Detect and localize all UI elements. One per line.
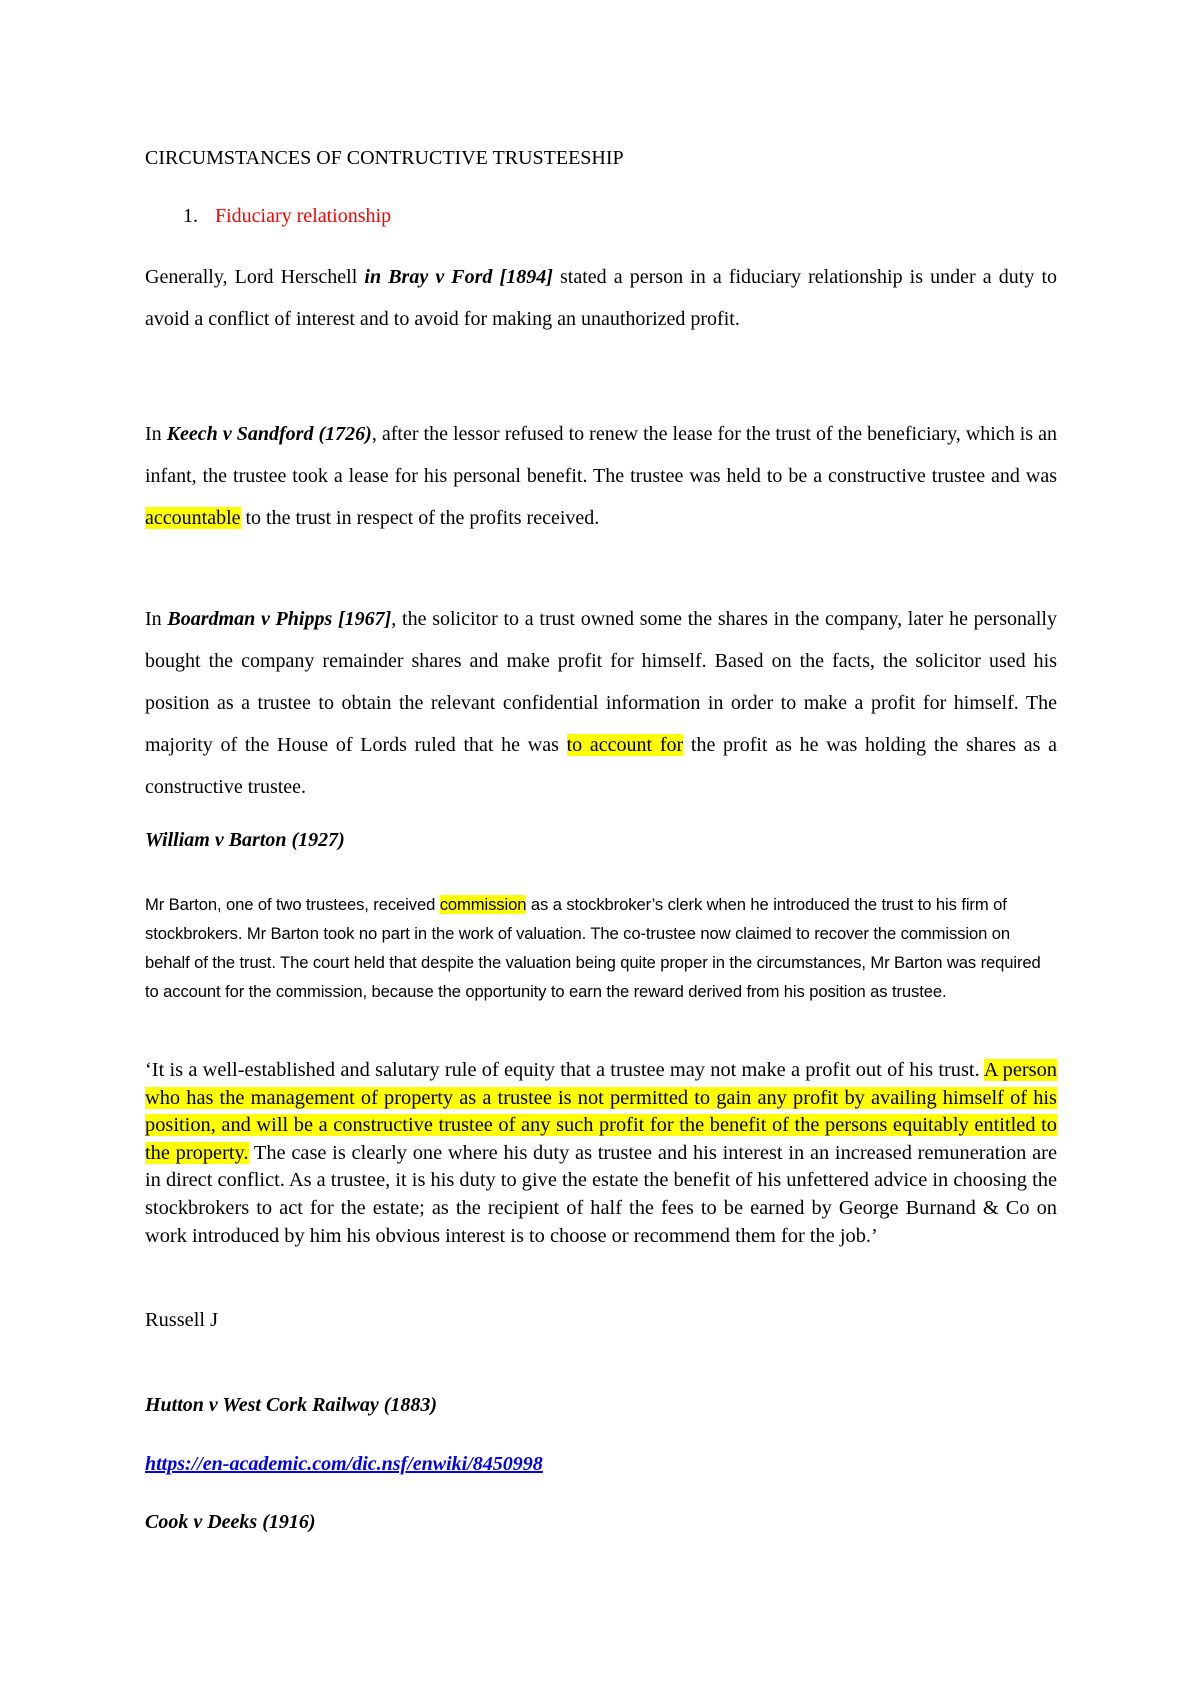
case-citation: Boardman v Phipps [1967]: [167, 608, 392, 630]
paragraph-text: as a stockbroker’s clerk when he introduced the trust to his firm of stockbrokers. Mr Barton took no part in the work of valuation. The co-trustee now claimed to recover the commission on behalf of the trust. The court held that despite the valuation being quite proper in the circumstances, Mr Barton was required to account for the commission, because the opportunity to earn the reward derived from his position as trustee.: [145, 895, 1041, 1001]
list-number: 1.: [183, 205, 198, 227]
paragraph-text: Generally, Lord Herschell: [145, 266, 365, 288]
case-heading-cook-v-deeks: Cook v Deeks (1916): [145, 1511, 316, 1533]
quote-text: The case is clearly one where his duty as trustee and his interest in an increased remuneration are in direct conflict. As a trustee, it is his duty to give the estate the benefit of his unfettered advice in choosing the stockbrokers to act for the estate; as the recipient of half the fees to be earned by George Burnand & Co on work introduced by him his obvious interest is to choose or recommend them for the job.’: [145, 1141, 1057, 1247]
quote-text: ‘It is a well-established and salutary rule of equity that a trustee may not make a profit out of his trust.: [145, 1059, 984, 1081]
case-heading-william-v-barton: William v Barton (1927): [145, 829, 345, 851]
numbered-list-item: [145, 204, 1057, 228]
paragraph-text: , the solicitor to a trust owned some the shares in the company, later he personally bought the company remainder shares and make profit for himself. Based on the facts, the solicitor used his position as a trustee to obtain the relevant confidential information in order to make a profit for himself. The majority of the House of Lords ruled that he was: [145, 608, 1057, 756]
judicial-quote: [145, 1057, 1057, 1250]
case-heading-hutton-v-west-cork: Hutton v West Cork Railway (1883): [145, 1394, 438, 1416]
highlighted-text: A person who has the management of property as a trustee is not permitted to gain any profit by availing himself of his position, and will be a constructive trustee of any such profit for the benefit of the persons equitably entitled to the property.: [145, 1059, 1057, 1164]
paragraph-text: to the trust in respect of the profits received.: [240, 507, 600, 529]
paragraph-william-v-barton: [145, 890, 1057, 1006]
reference-link[interactable]: https://en-academic.com/dic.nsf/enwiki/8450998: [145, 1453, 543, 1475]
paragraph-text: , after the lessor refused to renew the lease for the trust of the beneficiary, which is an infant, the trustee took a lease for his personal benefit. The trustee was held to be a constructive trustee and was: [145, 423, 1057, 487]
case-citation: in Bray v Ford [1894]: [364, 266, 553, 288]
quote-attribution: Russell J: [145, 1309, 219, 1331]
page-title: CIRCUMSTANCES OF CONTRUCTIVE TRUSTEESHIP: [145, 147, 624, 169]
paragraph-text: In: [145, 608, 168, 630]
highlighted-text: accountable: [145, 507, 241, 529]
paragraph-keech-v-sandford: [145, 413, 1057, 539]
list-item-label: Fiduciary relationship: [215, 205, 392, 227]
case-citation: Keech v Sandford (1726): [166, 423, 372, 445]
paragraph-text: stated a person in a fiduciary relationship is under a duty to avoid a conflict of interest and to avoid for making an unauthorized profit.: [145, 266, 1058, 330]
paragraph-boardman-v-phipps: [145, 598, 1057, 808]
paragraph-text: the profit as he was holding the shares as a constructive trustee.: [145, 734, 1057, 798]
highlighted-text: commission: [439, 895, 527, 914]
paragraph-text: In: [145, 423, 167, 445]
paragraph-text: Mr Barton, one of two trustees, received: [145, 895, 440, 914]
paragraph-bray-v-ford: [145, 256, 1057, 340]
highlighted-text: to account for: [566, 734, 684, 756]
